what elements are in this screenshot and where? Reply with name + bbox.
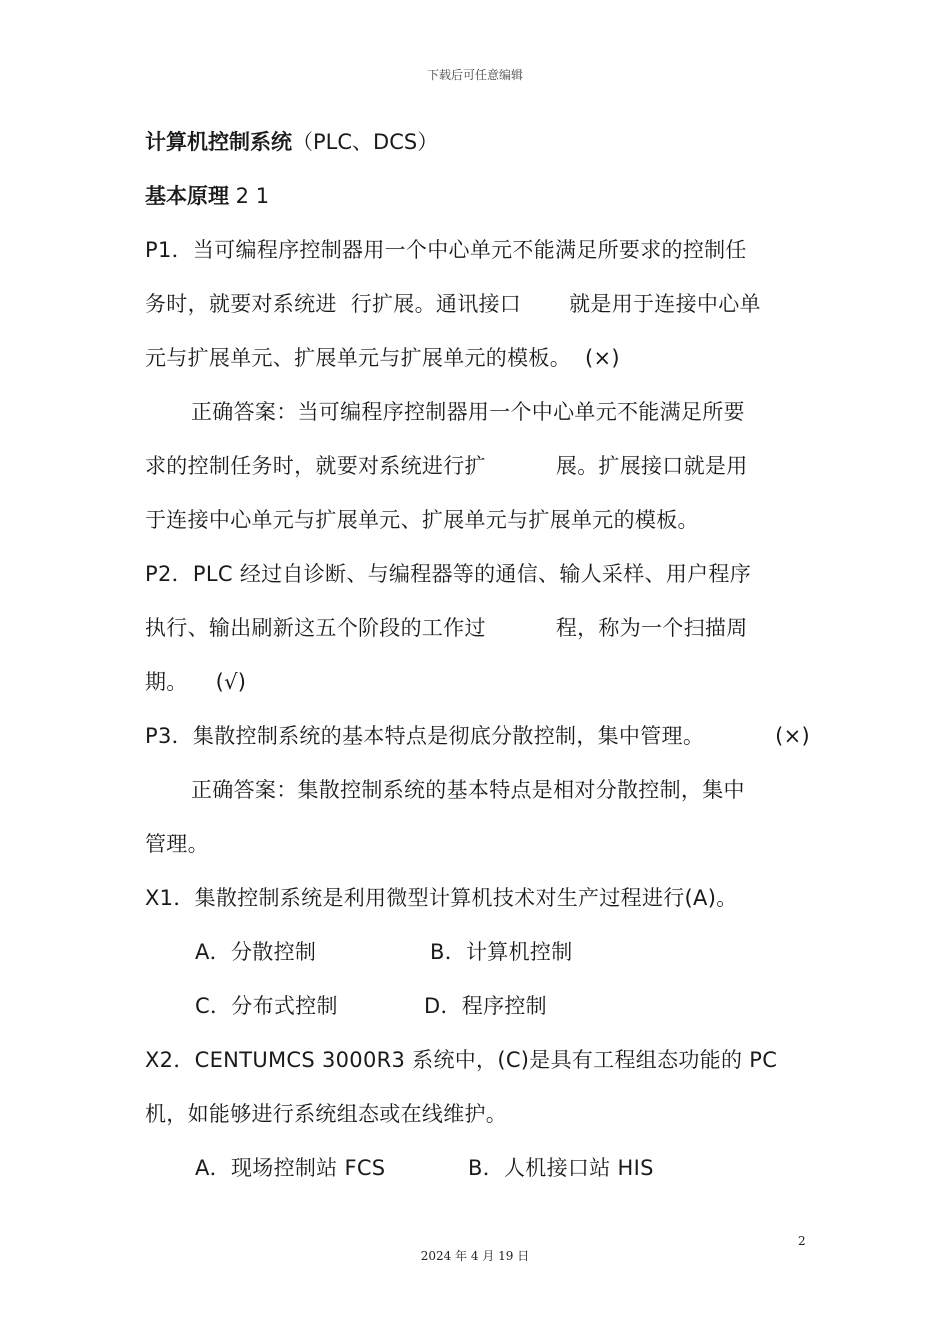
- option-c: C．分布式控制: [195, 994, 338, 1018]
- text-segment: 行扩展。通讯接口: [350, 292, 522, 316]
- text-segment: 务时，就要对系统进: [145, 292, 337, 316]
- option-d: D．程序控制: [424, 994, 547, 1018]
- x1-options-row1: [145, 925, 810, 979]
- x2-question-line1: X2．CENTUMCS 3000R3 系统中，(C)是具有工程组态功能的 PC: [145, 1048, 778, 1072]
- text-segment: 就是用于连接中心单: [569, 292, 761, 316]
- x2-options-row1: [145, 1141, 810, 1195]
- p2-line2: [145, 601, 810, 655]
- p1-line2: [145, 277, 810, 331]
- p1-line3: [145, 331, 810, 385]
- title-normal-text: （PLC、DCS）: [292, 130, 439, 154]
- p1-answer-line2: [145, 439, 810, 493]
- option-a: A．现场控制站 FCS: [195, 1156, 386, 1180]
- p2-line3: [145, 655, 810, 709]
- page-header: 下载后可任意编辑: [426, 68, 523, 82]
- text-segment: 元与扩展单元、扩展单元与扩展单元的模板。: [145, 346, 571, 370]
- option-a: A．分散控制: [195, 940, 317, 964]
- x1-options-row2: [145, 979, 810, 1033]
- text-segment: 程，称为一个扫描周: [555, 616, 748, 640]
- x1-question: X1．集散控制系统是利用微型计算机技术对生产过程进行(A)。: [145, 886, 738, 910]
- judgement-mark: (×): [585, 346, 620, 370]
- option-b: B．人机接口站 HIS: [468, 1156, 654, 1180]
- page-footer-date: 2024 年 4 月 19 日: [420, 1249, 530, 1263]
- judgement-mark: (×): [775, 724, 810, 748]
- document-title-line2: [145, 169, 810, 223]
- text-segment: 执行、输出刷新这五个阶段的工作过: [145, 616, 486, 640]
- title-bold-text: 基本原理: [145, 184, 229, 208]
- p1-line1: P1．当可编程序控制器用一个中心单元不能满足所要求的控制任: [145, 238, 747, 262]
- page-number: 2: [798, 1234, 806, 1248]
- document-body: [145, 115, 810, 1195]
- p1-answer-line1: 正确答案：当可编程序控制器用一个中心单元不能满足所要: [191, 400, 745, 424]
- judgement-mark: (√): [215, 670, 247, 694]
- text-segment: 期。: [145, 670, 188, 694]
- title-normal-text: 2 1: [229, 184, 270, 208]
- text-segment: 求的控制任务时，就要对系统进行扩: [145, 454, 486, 478]
- p1-answer-line3: 于连接中心单元与扩展单元、扩展单元与扩展单元的模板。: [145, 508, 699, 532]
- text-segment: P3．集散控制系统的基本特点是彻底分散控制，集中管理。: [145, 724, 705, 748]
- x2-question-line2: 机，如能够进行系统组态或在线维护。: [145, 1102, 508, 1126]
- option-b: B．计算机控制: [430, 940, 573, 964]
- p3-answer-line2: 管理。: [145, 832, 209, 856]
- title-bold-text: 计算机控制系统: [145, 130, 292, 154]
- document-title-line1: [145, 115, 810, 169]
- text-segment: 展。扩展接口就是用: [555, 454, 748, 478]
- p3-answer-line1: 正确答案：集散控制系统的基本特点是相对分散控制，集中: [191, 778, 745, 802]
- p2-line1: P2．PLC 经过自诊断、与编程器等的通信、输人采样、用户程序: [145, 562, 752, 586]
- p3-line1: [145, 709, 810, 763]
